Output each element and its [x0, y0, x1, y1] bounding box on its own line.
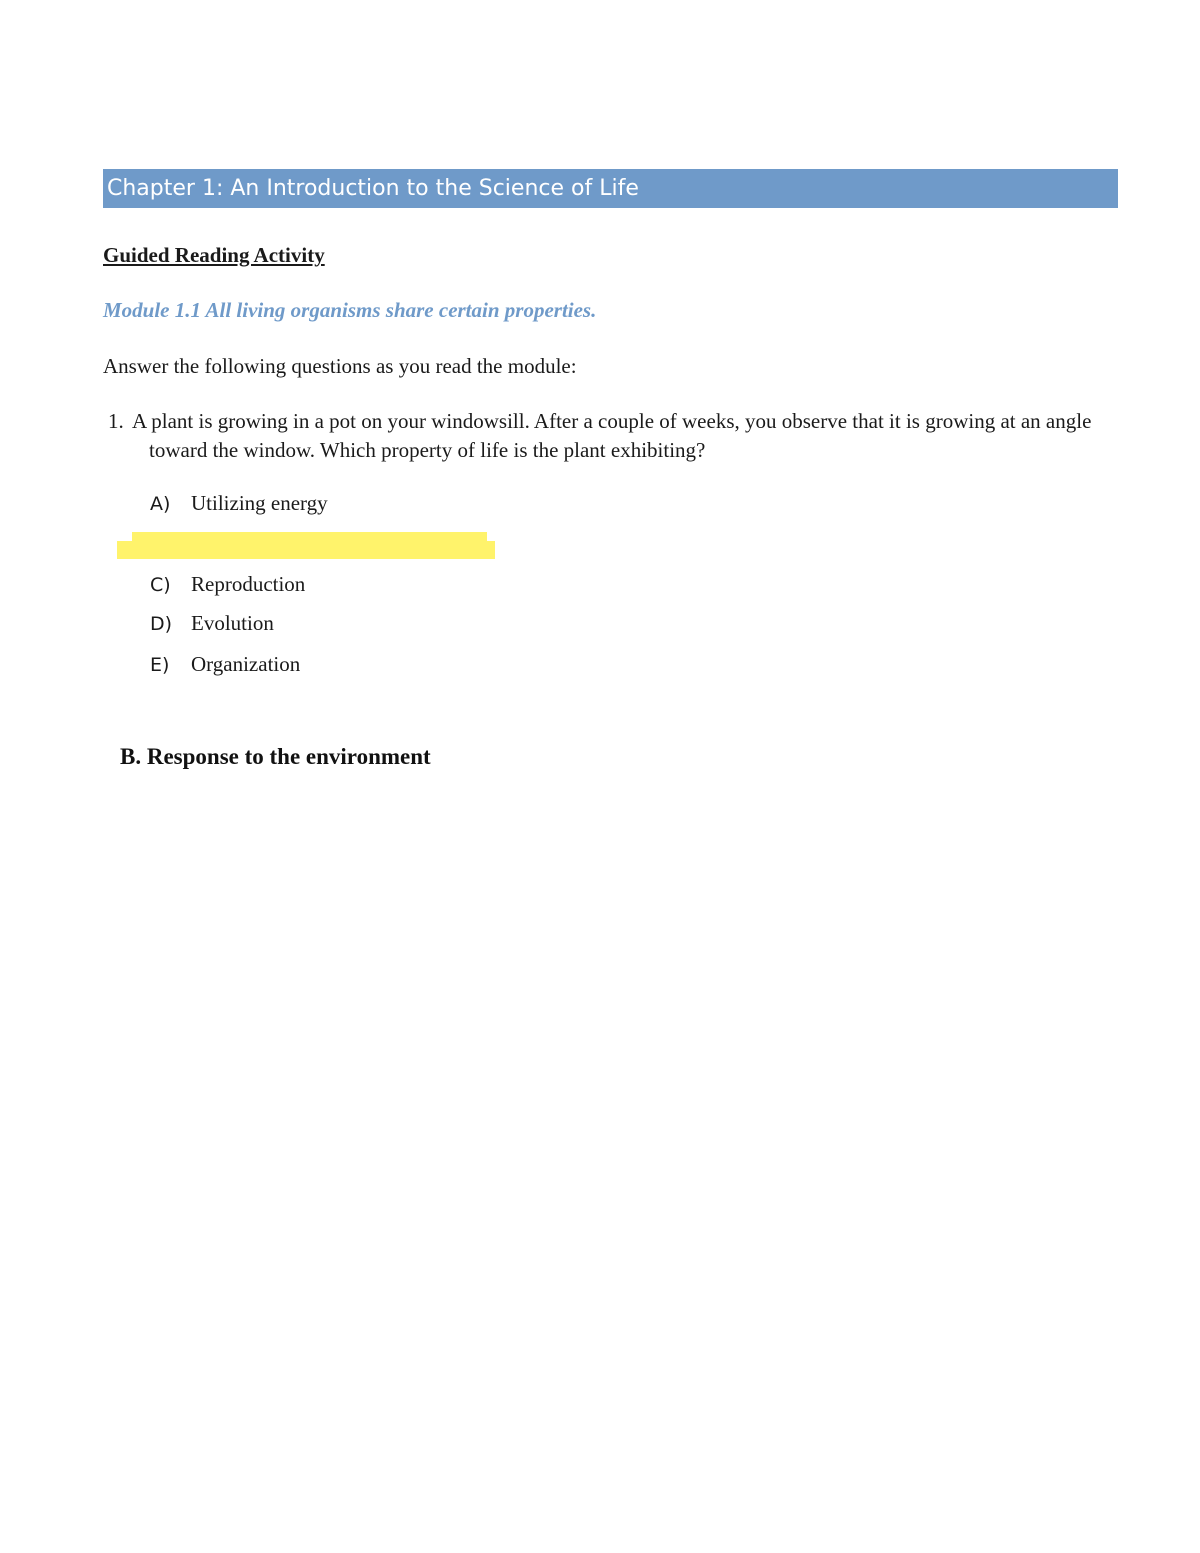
answer-text: B. Response to the environment — [120, 744, 431, 769]
option-letter: D) — [150, 613, 173, 635]
question-text: A plant is growing in a pot on your windowsill. After a couple of weeks, you observe that it is growing at an angle toward the window. Which property of life is the plant exhibiting? — [132, 409, 1092, 462]
question-number: 1. — [108, 409, 124, 433]
option-letter: A) — [150, 493, 171, 515]
option-text: Organization — [191, 652, 301, 676]
chapter-title-bar — [103, 169, 1118, 208]
option-d — [150, 611, 274, 636]
option-text: Reproduction — [191, 572, 306, 596]
option-text: Evolution — [191, 611, 274, 635]
option-e — [150, 652, 300, 677]
option-letter: E) — [150, 654, 170, 676]
chapter-title: Chapter 1: An Introduction to the Science of Life — [107, 176, 639, 201]
option-c — [150, 572, 305, 597]
activity-title: Guided Reading Activity — [103, 243, 325, 267]
instructions-text: Answer the following questions as you read the module: — [103, 354, 577, 378]
option-letter: C) — [150, 574, 171, 596]
highlighted-redaction-lower — [117, 541, 495, 559]
module-heading: Module 1.1 All living organisms share certain properties. — [103, 298, 597, 322]
question-1 — [108, 407, 1118, 465]
option-a — [150, 491, 328, 516]
option-text: Utilizing energy — [191, 491, 328, 515]
